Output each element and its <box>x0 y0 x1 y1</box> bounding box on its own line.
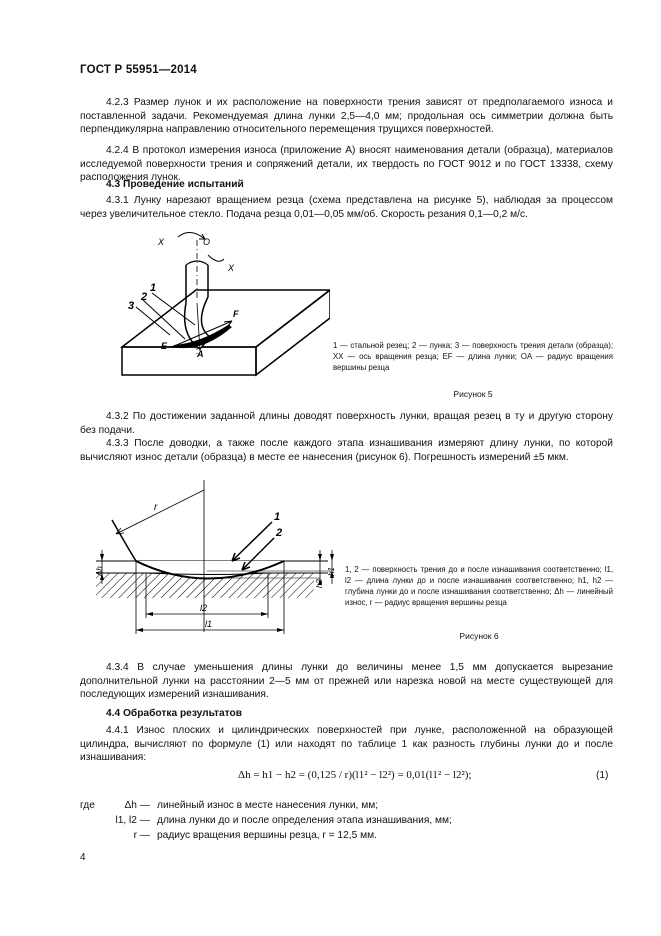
paragraph-4-3-4: 4.3.4 В случае уменьшения длины лунки до величины менее 1,5 мм допускается вырезание дополнительной лунки на расстоянии 2—5 мм от прежней или нарезка новой на месте существующей для последующих измерений изнашивания. <box>80 662 613 701</box>
paragraph-4-4-1: 4.4.1 Износ плоских и цилиндрических поверхностей при лунке, расположенной на образующей цилиндра, вычисляют по формуле (1) или находят по таблице 1 как разность глубины лунки до и после изнашивания: <box>80 725 613 764</box>
figure-6-caption: 1, 2 — поверхность трения до и после изнашивания соответственно; l1, l2 — длина лунки до и после изнашивания соответственно; h1, h2 — глубина лунки до и после изнашивания соответственно; Δh — линейный износ, r — радиус вращения вершины резца <box>345 565 613 607</box>
paragraph-4-3-3: 4.3.3 После доводки, а также после каждого этапа изнашивания измеряют длину лунки, по которой вычисляют износ детали (образца) в месте ее нанесения (рисунок 6). Погрешность измерений ±5 мкм. <box>80 438 613 463</box>
figure-5-caption: 1 — стальной резец; 2 — лунка; 3 — поверхность трения детали (образца); XX — ось вращения резца; EF — длина лунки; OA — радиус вращения вершины резца <box>333 341 613 372</box>
fig5-label-x-top: X <box>158 237 165 247</box>
paragraph-4-2-3: 4.2.3 Размер лунок и их расположение на поверхности трения зависят от предполагаемого износа и поставленной задачи. Рекомендуемая длина лунки 2,5—4,0 мм; продольная ось симметрии должна быть перпендикулярна направлению относительного перемещения трущихся поверхностей. <box>80 97 613 136</box>
fig6-label-dh: Δh <box>95 566 104 576</box>
figure-6-drawing <box>92 480 342 650</box>
fig5-label-a: A <box>197 349 204 359</box>
fig5-label-x-right: X <box>228 263 235 273</box>
fig6-label-2: 2 <box>276 527 283 539</box>
fig6-label-r: r <box>154 502 158 513</box>
where-symbol-3: r — <box>133 830 150 841</box>
fig5-label-o: O <box>203 237 211 247</box>
where-description-2: длина лунки до и после определения этапа изнашивания, мм; <box>157 815 452 826</box>
fig5-label-e: E <box>161 341 168 351</box>
where-intro: где <box>80 800 95 811</box>
fig6-label-1: 1 <box>274 511 281 523</box>
fig5-label-3: 3 <box>128 300 135 312</box>
paragraph-4-3-2: 4.3.2 По достижении заданной длины доводят поверхность лунки, вращая резец в ту и другую сторону без подачи. <box>80 411 613 436</box>
section-heading-4-4: 4.4 Обработка результатов <box>106 708 243 719</box>
where-description-3: радиус вращения вершины резца, r = 12,5 мм. <box>157 830 377 841</box>
where-symbol-1: Δh — <box>124 800 150 811</box>
fig5-label-2: 2 <box>141 291 148 303</box>
fig6-label-l1: l1 <box>205 619 213 629</box>
figure-5-title: Рисунок 5 <box>453 389 493 399</box>
page-number: 4 <box>80 852 86 863</box>
fig6-label-h1: h1 <box>327 567 336 576</box>
paragraph-4-3-1: 4.3.1 Лунку нарезают вращением резца (схема представлена на рисунке 5), наблюдая за процессом через увеличительное стекло. Подача резца 0,01—0,05 мм/об. Скорость резания 0,1—0,2 м/с. <box>80 195 613 220</box>
where-description-1: линейный износ в месте нанесения лунки, мм; <box>157 800 379 811</box>
figure-5-drawing <box>110 225 330 400</box>
formula-1-number: (1) <box>596 770 609 781</box>
figure-6-title: Рисунок 6 <box>459 631 499 641</box>
page-header: ГОСТ Р 55951—2014 <box>80 64 197 76</box>
formula-1: Δh = h1 − h2 = (0,125 / r)(l1² − l2²) = 0,01(l1² − l2²); <box>238 769 472 781</box>
paragraph-4-2-4: 4.2.4 В протокол измерения износа (приложение А) вносят наименования детали (образца), материалов исследуемой поверхности трения и сопряжений детали, их твердость по ГОСТ 9012 и по ГОСТ 13338, схему расположения лунок. <box>80 145 613 184</box>
where-symbol-2: l1, l2 — <box>115 815 150 826</box>
fig6-label-l2: l2 <box>200 603 208 613</box>
fig5-label-f: F <box>233 309 239 319</box>
section-heading-4-3: 4.3 Проведение испытаний <box>106 179 244 190</box>
fig5-label-1: 1 <box>150 282 157 294</box>
fig6-label-h2: h2 <box>315 579 324 588</box>
